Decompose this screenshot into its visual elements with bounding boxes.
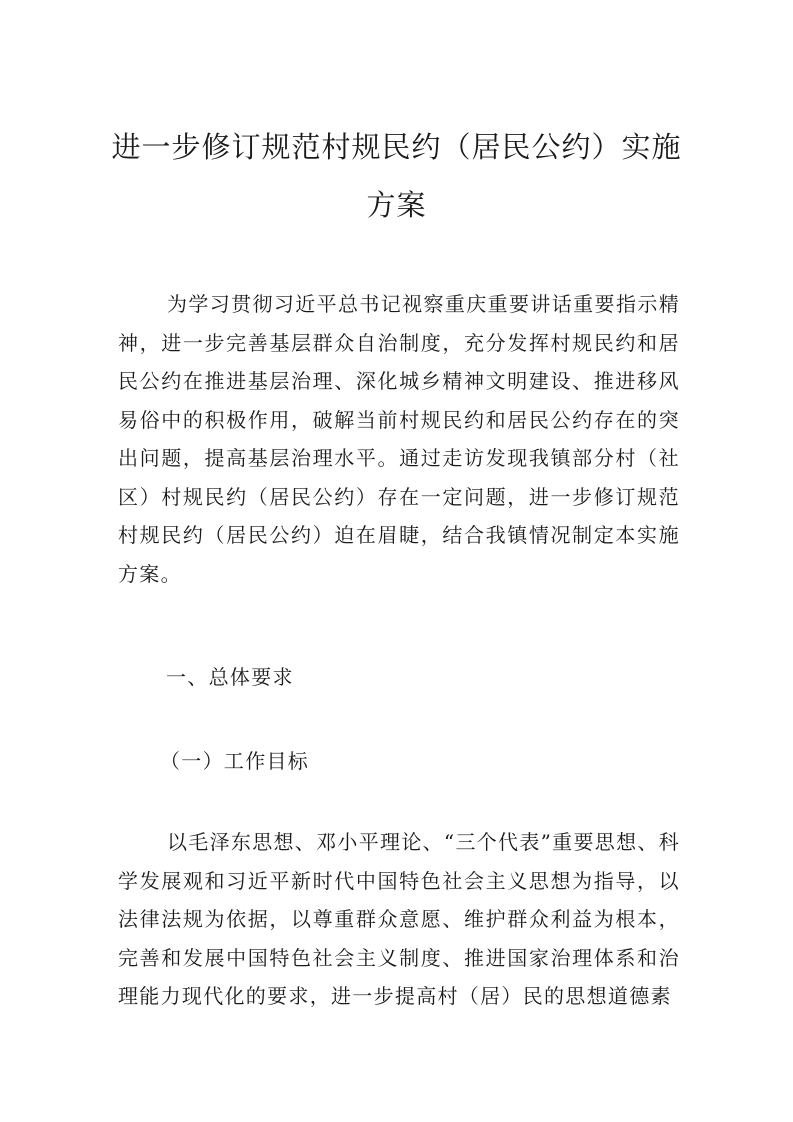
subsection-heading: （一）工作目标 (160, 749, 310, 773)
intro-paragraph: 为学习贯彻习近平总书记视察重庆重要讲话重要指示精神，进一步完善基层群众自治制度，充分发挥村规民约和居民公约在推进基层治理、深化城乡精神文明建设、推进移风易俗中的积极作用，破解当前村规民约和居民公约存在的突出问题，提高基层治理水平。通过走访发现我镇部分村（社区）村规民约（居民公约）存在一定问题，进一步修订规范村规民约（居民公约）迫在眉睫，结合我镇情况制定本实施方案。 (118, 292, 680, 586)
section-body-paragraph: 以毛泽东思想、邓小平理论、“三个代表”重要思想、科学发展观和习近平新时代中国特色社会主义思想为指导，以法律法规为依据，以尊重群众意愿、维护群众利益为根本，完善和发展中国特色社会主义制度、推进国家治理体系和治理能力现代化的要求，进一步提高村（居）民的思想道德素 (118, 830, 680, 1008)
section-heading: 一、总体要求 (166, 665, 294, 689)
document-title: 进一步修订规范村规民约（居民公约）实施方案 (111, 130, 682, 222)
